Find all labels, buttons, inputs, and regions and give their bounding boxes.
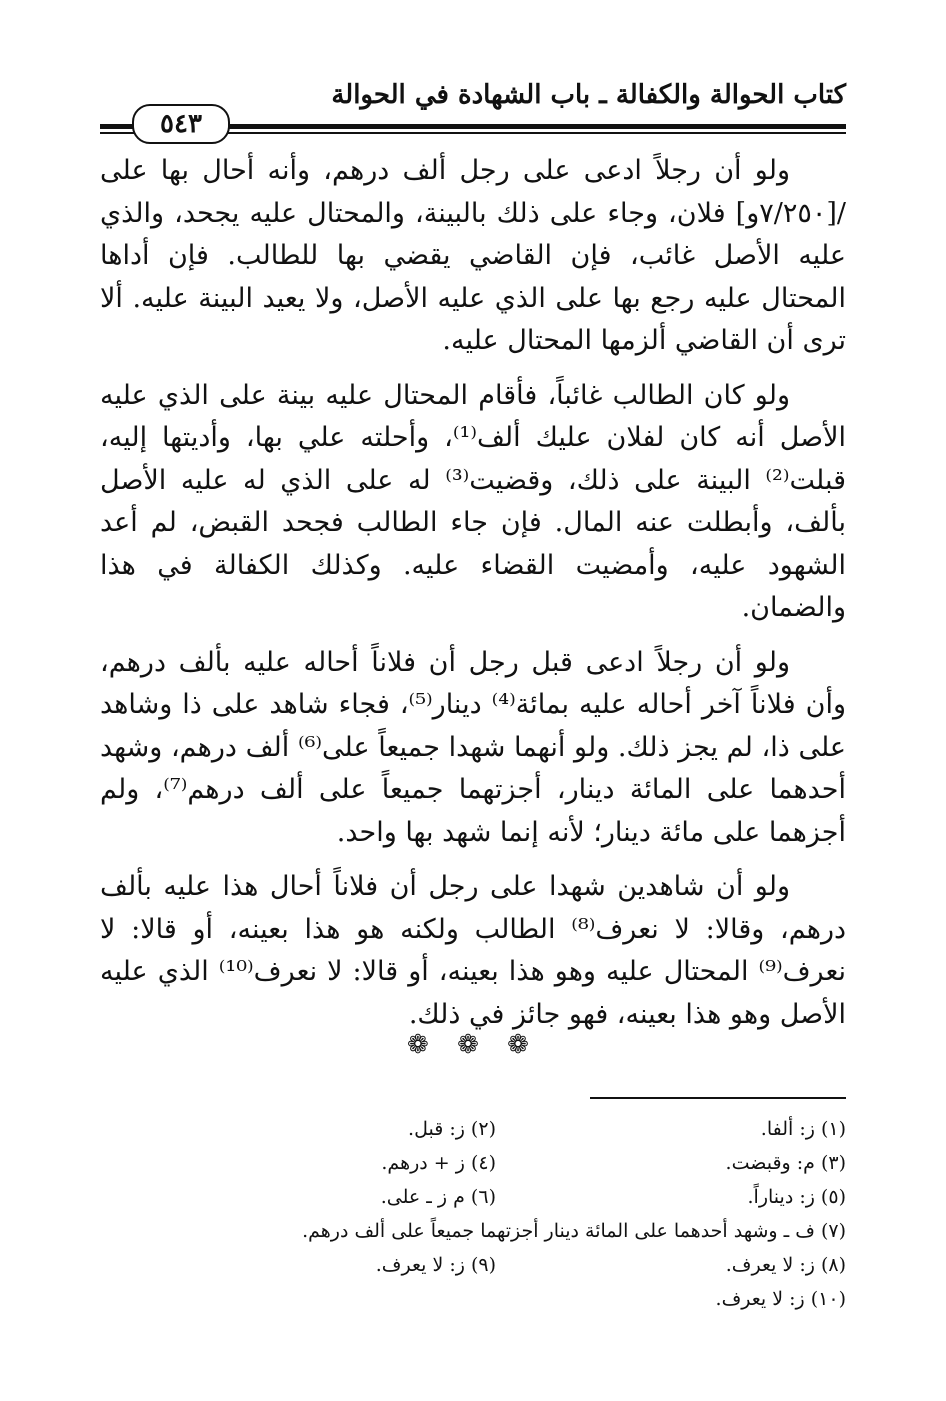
- footnote-9: (٩) ز: لا يعرف.: [375, 1254, 496, 1276]
- footnote-8: (٨) ز: لا يعرف.: [725, 1254, 846, 1276]
- main-text: [100, 150, 846, 1048]
- footnote-3: (٣) م: وقبضت.: [725, 1152, 846, 1174]
- paragraph-4: ولو أن شاهدين شهدا على رجل أن فلاناً أحال هذا عليه بألف درهم، وقالا: لا نعرف⁽⁸⁾ الطالب ولكنه هو هذا بعينه، أو قالا: لا نعرف⁽⁹⁾ المحتال عليه وهو هذا بعينه، أو قالا: لا نعرف⁽¹⁰⁾ الذي عليه الأصل وهو هذا بعينه، فهو جائز في ذلك.: [100, 871, 847, 1030]
- footnote-rule: [590, 1097, 846, 1099]
- footnote-row: [100, 1146, 846, 1180]
- footnote-2: (٢) ز: قبل.: [408, 1118, 496, 1140]
- footnote-6: (٦) م ز ـ على.: [380, 1186, 496, 1208]
- page-number: ٥٤٣: [132, 104, 230, 144]
- paragraph-3: ولو أن رجلاً ادعى قبل رجل أن فلاناً أحاله عليه بألف درهم، وأن فلاناً آخر أحاله عليه بمائة⁽⁴⁾ دينار⁽⁵⁾، فجاء شاهد على ذا وشاهد على ذا، لم يجز ذلك. ولو أنهما شهدا جميعاً على⁽⁶⁾ ألف درهم، وشهد أحدهما على المائة دينار، أجزتهما جميعاً على ألف درهم⁽⁷⁾، ولم أجزهما على مائة دينار؛ لأنه إنما شهد بها واحد.: [100, 646, 847, 848]
- section-separator: ❁ ❁ ❁: [407, 1030, 539, 1060]
- footnote-1: (١) ز: ألفا.: [760, 1118, 846, 1140]
- footnote-row: [100, 1214, 846, 1248]
- footnote-row: [100, 1180, 846, 1214]
- footnote-5: (٥) ز: ديناراً.: [747, 1186, 846, 1208]
- footnotes: [100, 1112, 846, 1316]
- footnote-4: (٤) ز + درهم.: [381, 1152, 496, 1174]
- footnote-row: [100, 1248, 846, 1282]
- paragraph-2: ولو كان الطالب غائباً، فأقام المحتال عليه بينة على الذي عليه الأصل أنه كان لفلان عليك ألف⁽¹⁾، وأحلته علي بها، وأديتها إليه، قبلت⁽²⁾ البينة على ذلك، وقضيت⁽³⁾ له على الذي له عليه الأصل بألف، وأبطلت عنه المال. فإن جاء الطالب فجحد القبض، لم أعد الشهود عليه، وأمضيت القضاء عليه. وكذلك الكفالة في هذا والضمان.: [100, 379, 846, 623]
- footnote-row: [100, 1282, 846, 1316]
- footnote-row: [100, 1112, 846, 1146]
- running-header-title: كتاب الحوالة والكفالة ـ باب الشهادة في الحوالة: [331, 80, 846, 110]
- footnote-10: (١٠) ز: لا يعرف.: [715, 1288, 846, 1310]
- footnote-7: (٧) ف ـ وشهد أحدهما على المائة دينار أجزتهما جميعاً على ألف درهم.: [302, 1220, 846, 1242]
- paragraph-1: ولو أن رجلاً ادعى على رجل ألف درهم، وأنه أحال بها على /[٧/٢٥٠و] فلان، وجاء على ذلك بالبينة، والمحتال عليه يجحد، والذي عليه الأصل غائب، فإن القاضي يقضي بها للطالب. فإن أداها المحتال عليه رجع بها على الذي عليه الأصل، ولا يعيد البينة عليه. ألا ترى أن القاضي ألزمها المحتال عليه.: [100, 155, 846, 356]
